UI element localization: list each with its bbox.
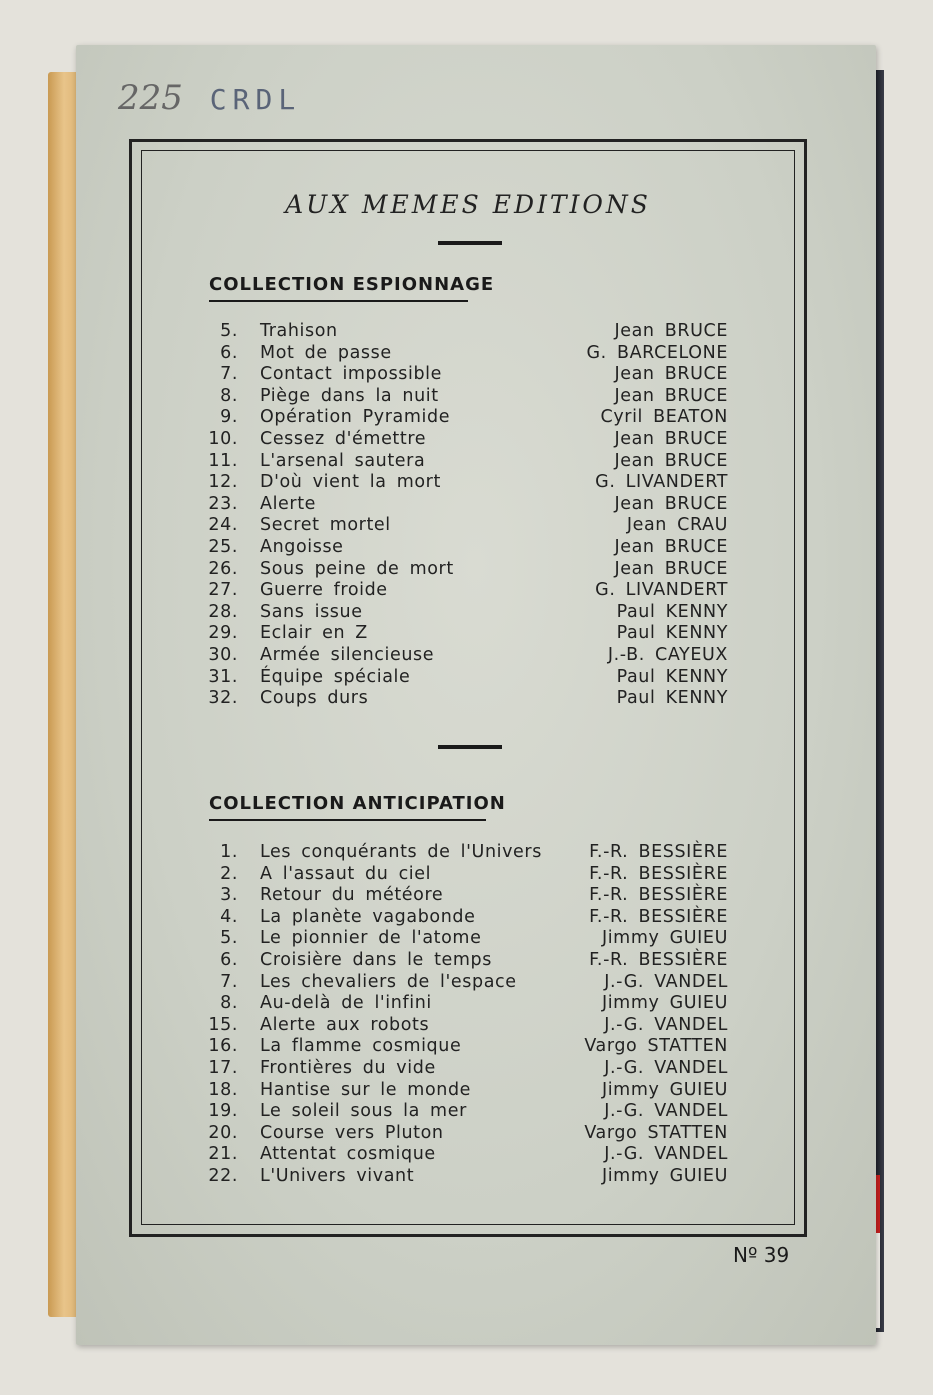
item-number: 31. <box>208 666 238 687</box>
item-title: Guerre froide <box>260 580 388 601</box>
item-title: Trahison <box>260 321 338 341</box>
item-author: G. LIVANDERT <box>595 472 728 493</box>
item-title: Hantise sur le monde <box>260 1079 472 1100</box>
list-item <box>200 688 732 710</box>
item-title: A l'assaut du ciel <box>260 863 432 884</box>
list-item <box>200 1080 732 1102</box>
list-item <box>200 364 732 386</box>
item-number: 4. <box>220 906 238 927</box>
item-author: Jean BRUCE <box>614 385 728 406</box>
item-number: 19. <box>208 1101 238 1122</box>
item-number: 8. <box>220 385 238 406</box>
item-number: 16. <box>208 1036 238 1057</box>
item-author: J.-G. VANDEL <box>604 1144 728 1165</box>
item-author: F.-R. BESSIÈRE <box>589 842 728 862</box>
item-title: L'arsenal sautera <box>260 450 426 471</box>
list-item <box>200 429 732 451</box>
item-title: Sans issue <box>260 601 363 622</box>
item-title: Cessez d'émettre <box>260 428 427 449</box>
item-number: 24. <box>208 515 238 536</box>
item-number: 8. <box>220 993 238 1014</box>
item-author: Paul KENNY <box>616 601 728 622</box>
item-number: 5. <box>220 321 238 341</box>
item-title: Croisière dans le temps <box>260 949 492 970</box>
section-underline-anticipation <box>209 819 486 821</box>
item-number: 30. <box>208 644 238 665</box>
item-author: Vargo STATTEN <box>584 1036 728 1057</box>
item-title: Le soleil sous la mer <box>260 1101 467 1122</box>
list-item <box>200 559 732 581</box>
item-title: Équipe spéciale <box>260 666 411 687</box>
item-author: Jean BRUCE <box>614 536 728 557</box>
library-stamp <box>118 78 301 118</box>
item-author: J.-G. VANDEL <box>604 1057 728 1078</box>
item-title: Alerte aux robots <box>260 1014 430 1035</box>
item-title: Armée silencieuse <box>260 644 435 665</box>
section-divider <box>438 745 502 749</box>
list-item <box>200 1015 732 1037</box>
item-author: Jean CRAU <box>626 515 728 536</box>
section-underline-espionnage <box>209 300 468 302</box>
item-title: Course vers Pluton <box>260 1122 444 1143</box>
item-number: 26. <box>208 558 238 579</box>
heading-divider <box>438 241 502 245</box>
item-title: L'Univers vivant <box>260 1165 415 1186</box>
list-item <box>200 537 732 559</box>
item-number: 18. <box>208 1079 238 1100</box>
item-author: Jimmy GUIEU <box>601 928 728 949</box>
item-number: 27. <box>208 580 238 601</box>
item-author: Jean BRUCE <box>614 493 728 514</box>
list-item <box>200 602 732 624</box>
item-number: 11. <box>208 450 238 471</box>
item-number: 2. <box>220 863 238 884</box>
item-author: Jean BRUCE <box>614 364 728 385</box>
list-item <box>200 907 732 929</box>
section-title-anticipation: COLLECTION ANTICIPATION <box>209 793 506 814</box>
item-number: 3. <box>220 885 238 906</box>
item-title: Contact impossible <box>260 364 443 385</box>
item-title: Au-delà de l'infini <box>260 993 432 1014</box>
section-title-espionnage: COLLECTION ESPIONNAGE <box>209 274 495 295</box>
item-author: Jean BRUCE <box>614 558 728 579</box>
list-item <box>200 472 732 494</box>
item-author: J.-G. VANDEL <box>604 971 728 992</box>
item-number: 1. <box>220 842 238 862</box>
item-number: 15. <box>208 1014 238 1035</box>
item-number: 17. <box>208 1057 238 1078</box>
list-item <box>200 993 732 1015</box>
list-item <box>200 885 732 907</box>
item-title: Attentat cosmique <box>260 1144 436 1165</box>
item-author: F.-R. BESSIÈRE <box>589 906 728 927</box>
item-number: 22. <box>208 1165 238 1186</box>
list-item <box>200 386 732 408</box>
item-title: Eclair en Z <box>260 623 368 644</box>
item-title: Alerte <box>260 493 317 514</box>
list-item <box>200 950 732 972</box>
list-item <box>200 1166 732 1188</box>
item-author: Paul KENNY <box>616 623 728 644</box>
item-number: 10. <box>208 428 238 449</box>
item-author: G. LIVANDERT <box>595 580 728 601</box>
list-item <box>200 1123 732 1145</box>
item-title: Sous peine de mort <box>260 558 454 579</box>
item-author: Cyril BEATON <box>600 407 728 428</box>
item-title: D'où vient la mort <box>260 472 441 493</box>
item-title: Mot de passe <box>260 342 392 363</box>
item-title: Angoisse <box>260 536 344 557</box>
stamp-code: CRDL <box>209 83 302 116</box>
item-title: Les chevaliers de l'espace <box>260 971 517 992</box>
list-item <box>200 667 732 689</box>
item-author: Jean BRUCE <box>614 428 728 449</box>
item-title: La planète vagabonde <box>260 906 476 927</box>
item-number: 5. <box>220 928 238 949</box>
list-item <box>200 1144 732 1166</box>
item-number: 29. <box>208 623 238 644</box>
item-author: F.-R. BESSIÈRE <box>589 885 728 906</box>
list-item <box>200 1036 732 1058</box>
item-author: Jean BRUCE <box>614 450 728 471</box>
item-author: G. BARCELONE <box>586 342 728 363</box>
list-item <box>200 623 732 645</box>
item-number: 6. <box>220 342 238 363</box>
volume-number: Nº 39 <box>733 1243 790 1267</box>
item-author: Jimmy GUIEU <box>601 993 728 1014</box>
list-item <box>200 321 732 343</box>
item-title: La flamme cosmique <box>260 1036 462 1057</box>
item-author: F.-R. BESSIÈRE <box>589 949 728 970</box>
item-author: Vargo STATTEN <box>584 1122 728 1143</box>
list-item <box>200 842 732 864</box>
list-item <box>200 1101 732 1123</box>
list-item <box>200 645 732 667</box>
item-number: 7. <box>220 364 238 385</box>
item-number: 23. <box>208 493 238 514</box>
item-author: Paul KENNY <box>616 666 728 687</box>
item-title: Le pionnier de l'atome <box>260 928 482 949</box>
list-item <box>200 580 732 602</box>
item-title: Frontières du vide <box>260 1057 436 1078</box>
item-title: Retour du météore <box>260 885 444 906</box>
item-author: J.-G. VANDEL <box>604 1101 728 1122</box>
list-item <box>200 515 732 537</box>
item-title: Les conquérants de l'Univers <box>260 842 542 862</box>
list-item <box>200 407 732 429</box>
list-item <box>200 494 732 516</box>
item-number: 21. <box>208 1144 238 1165</box>
item-number: 32. <box>208 688 238 709</box>
item-title: Opération Pyramide <box>260 407 451 428</box>
anticipation-list <box>200 842 732 1188</box>
list-item <box>200 864 732 886</box>
item-author: Jimmy GUIEU <box>601 1165 728 1186</box>
list-item <box>200 928 732 950</box>
item-number: 25. <box>208 536 238 557</box>
page-heading: AUX MEMES EDITIONS <box>285 190 651 219</box>
item-title: Piège dans la nuit <box>260 385 439 406</box>
list-item <box>200 1058 732 1080</box>
item-author: F.-R. BESSIÈRE <box>589 863 728 884</box>
item-number: 12. <box>208 472 238 493</box>
espionnage-list <box>200 321 732 710</box>
item-number: 9. <box>220 407 238 428</box>
item-number: 20. <box>208 1122 238 1143</box>
item-title: Coups durs <box>260 688 369 709</box>
list-item <box>200 343 732 365</box>
item-number: 28. <box>208 601 238 622</box>
item-number: 7. <box>220 971 238 992</box>
stamp-number: 225 <box>118 78 183 118</box>
item-author: Paul KENNY <box>616 688 728 709</box>
item-number: 6. <box>220 949 238 970</box>
item-title: Secret mortel <box>260 515 391 536</box>
item-author: Jean BRUCE <box>614 321 728 341</box>
item-author: Jimmy GUIEU <box>601 1079 728 1100</box>
list-item <box>200 972 732 994</box>
list-item <box>200 451 732 473</box>
item-author: J.-B. CAYEUX <box>607 644 728 665</box>
item-author: J.-G. VANDEL <box>604 1014 728 1035</box>
